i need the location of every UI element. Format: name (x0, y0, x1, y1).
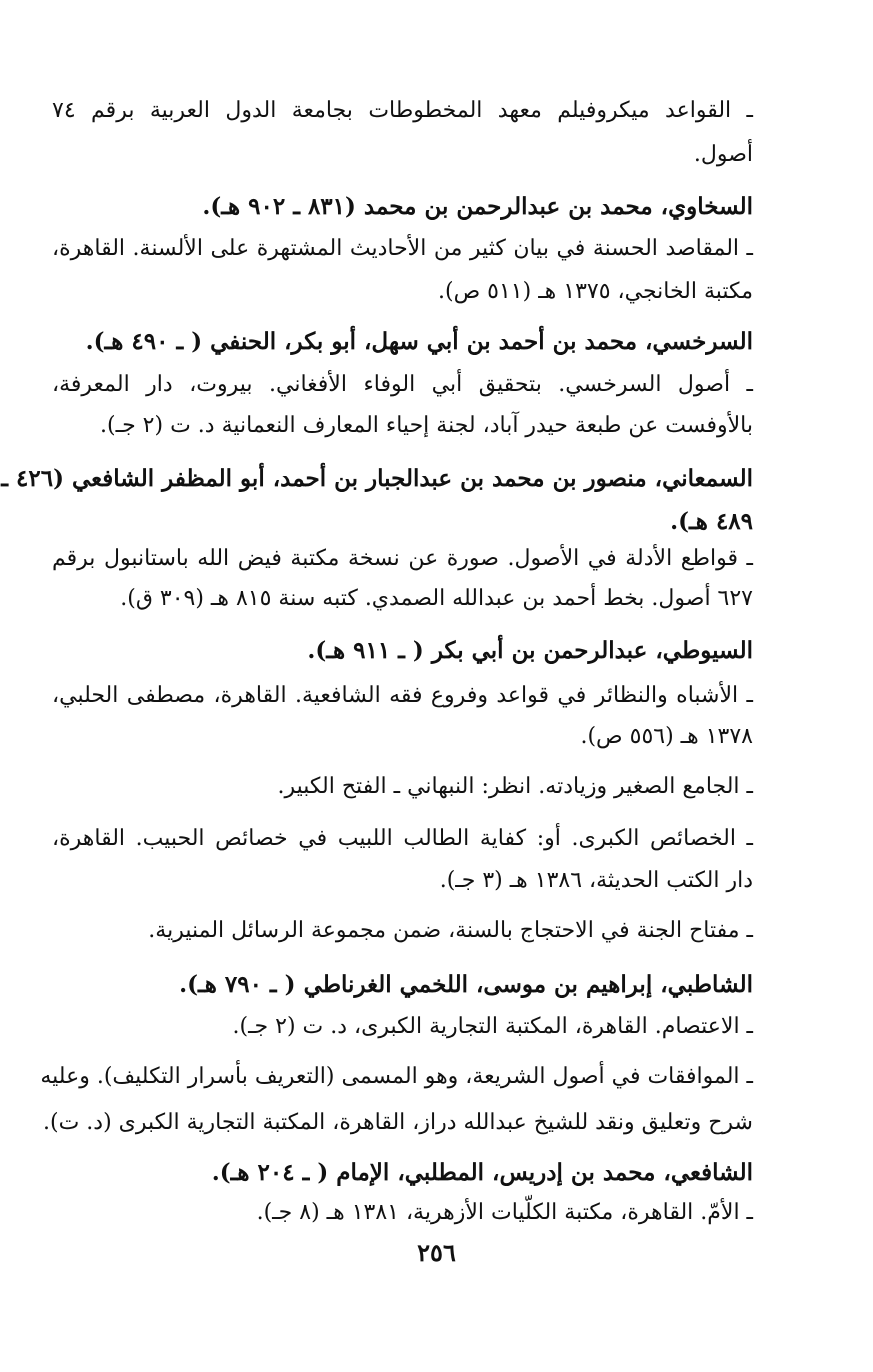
entry-line: ـ أصول السرخسي. بتحقيق أبي الوفاء الأفغاني. بيروت، دار المعرفة، (52, 372, 753, 397)
entry-line: أصول. (693, 142, 753, 167)
author-heading: السرخسي، محمد بن أحمد بن أبي سهل، أبو بكر، الحنفي ( ـ ٤٩٠ هـ). (85, 328, 753, 355)
entry-line: ـ الأشباه والنظائر في قواعد وفروع فقه الشافعية. القاهرة، مصطفى الحلبي، (52, 683, 753, 708)
entry-line: ـ القواعد ميكروفيلم معهد المخطوطات بجامعة الدول العربية برقم ٧٤ (52, 98, 753, 123)
entry-line: ـ الاعتصام. القاهرة، المكتبة التجارية الكبرى، د. ت (٢ جـ). (232, 1014, 753, 1039)
entry-line: ـ الأمّ. القاهرة، مكتبة الكلّيات الأزهرية، ١٣٨١ هـ (٨ جـ). (256, 1200, 753, 1225)
author-heading: السمعاني، منصور بن محمد بن عبدالجبار بن أحمد، أبو المظفر الشافعي (٤٢٦ ـ (1, 465, 753, 492)
entry-line: ـ المقاصد الحسنة في بيان كثير من الأحاديث المشتهرة على الألسنة. القاهرة، (52, 236, 753, 261)
author-heading: السيوطي، عبدالرحمن بن أبي بكر ( ـ ٩١١ هـ). (307, 637, 753, 664)
entry-line: دار الكتب الحديثة، ١٣٨٦ هـ (٣ جـ). (439, 868, 753, 893)
author-heading: السخاوي، محمد بن عبدالرحمن بن محمد (٨٣١ ـ ٩٠٢ هـ). (202, 193, 753, 220)
page-number: ٢٥٦ (417, 1238, 456, 1267)
entry-line: شرح وتعليق ونقد للشيخ عبدالله دراز، القاهرة، المكتبة التجارية الكبرى (د. ت). (43, 1110, 753, 1135)
author-heading: الشافعي، محمد بن إدريس، المطلبي، الإمام ( ـ ٢٠٤ هـ). (211, 1159, 753, 1186)
entry-line: ٦٢٧ أصول. بخط أحمد بن عبدالله الصمدي. كتبه سنة ٨١٥ هـ (٣٠٩ ق). (120, 586, 753, 611)
entry-line: ـ مفتاح الجنة في الاحتجاج بالسنة، ضمن مجموعة الرسائل المنيرية. (148, 918, 753, 943)
entry-line: ـ الموافقات في أصول الشريعة، وهو المسمى (التعريف بأسرار التكليف). وعليه (40, 1064, 753, 1089)
entry-line: ـ الجامع الصغير وزيادته. انظر: النبهاني ـ الفتح الكبير. (277, 774, 753, 799)
entry-line: بالأوفست عن طبعة حيدر آباد، لجنة إحياء المعارف النعمانية د. ت (٢ جـ). (100, 413, 753, 438)
entry-line: مكتبة الخانجي، ١٣٧٥ هـ (٥١١ ص). (438, 279, 753, 304)
entry-line: ١٣٧٨ هـ (٥٥٦ ص). (580, 724, 753, 749)
author-heading: ٤٨٩ هـ). (670, 508, 753, 535)
author-heading: الشاطبي، إبراهيم بن موسى، اللخمي الغرناطي ( ـ ٧٩٠ هـ). (179, 971, 753, 998)
entry-line: ـ الخصائص الكبرى. أو: كفاية الطالب اللبيب في خصائص الحبيب. القاهرة، (52, 826, 753, 851)
entry-line: ـ قواطع الأدلة في الأصول. صورة عن نسخة مكتبة فيض الله باستانبول برقم (52, 546, 753, 571)
